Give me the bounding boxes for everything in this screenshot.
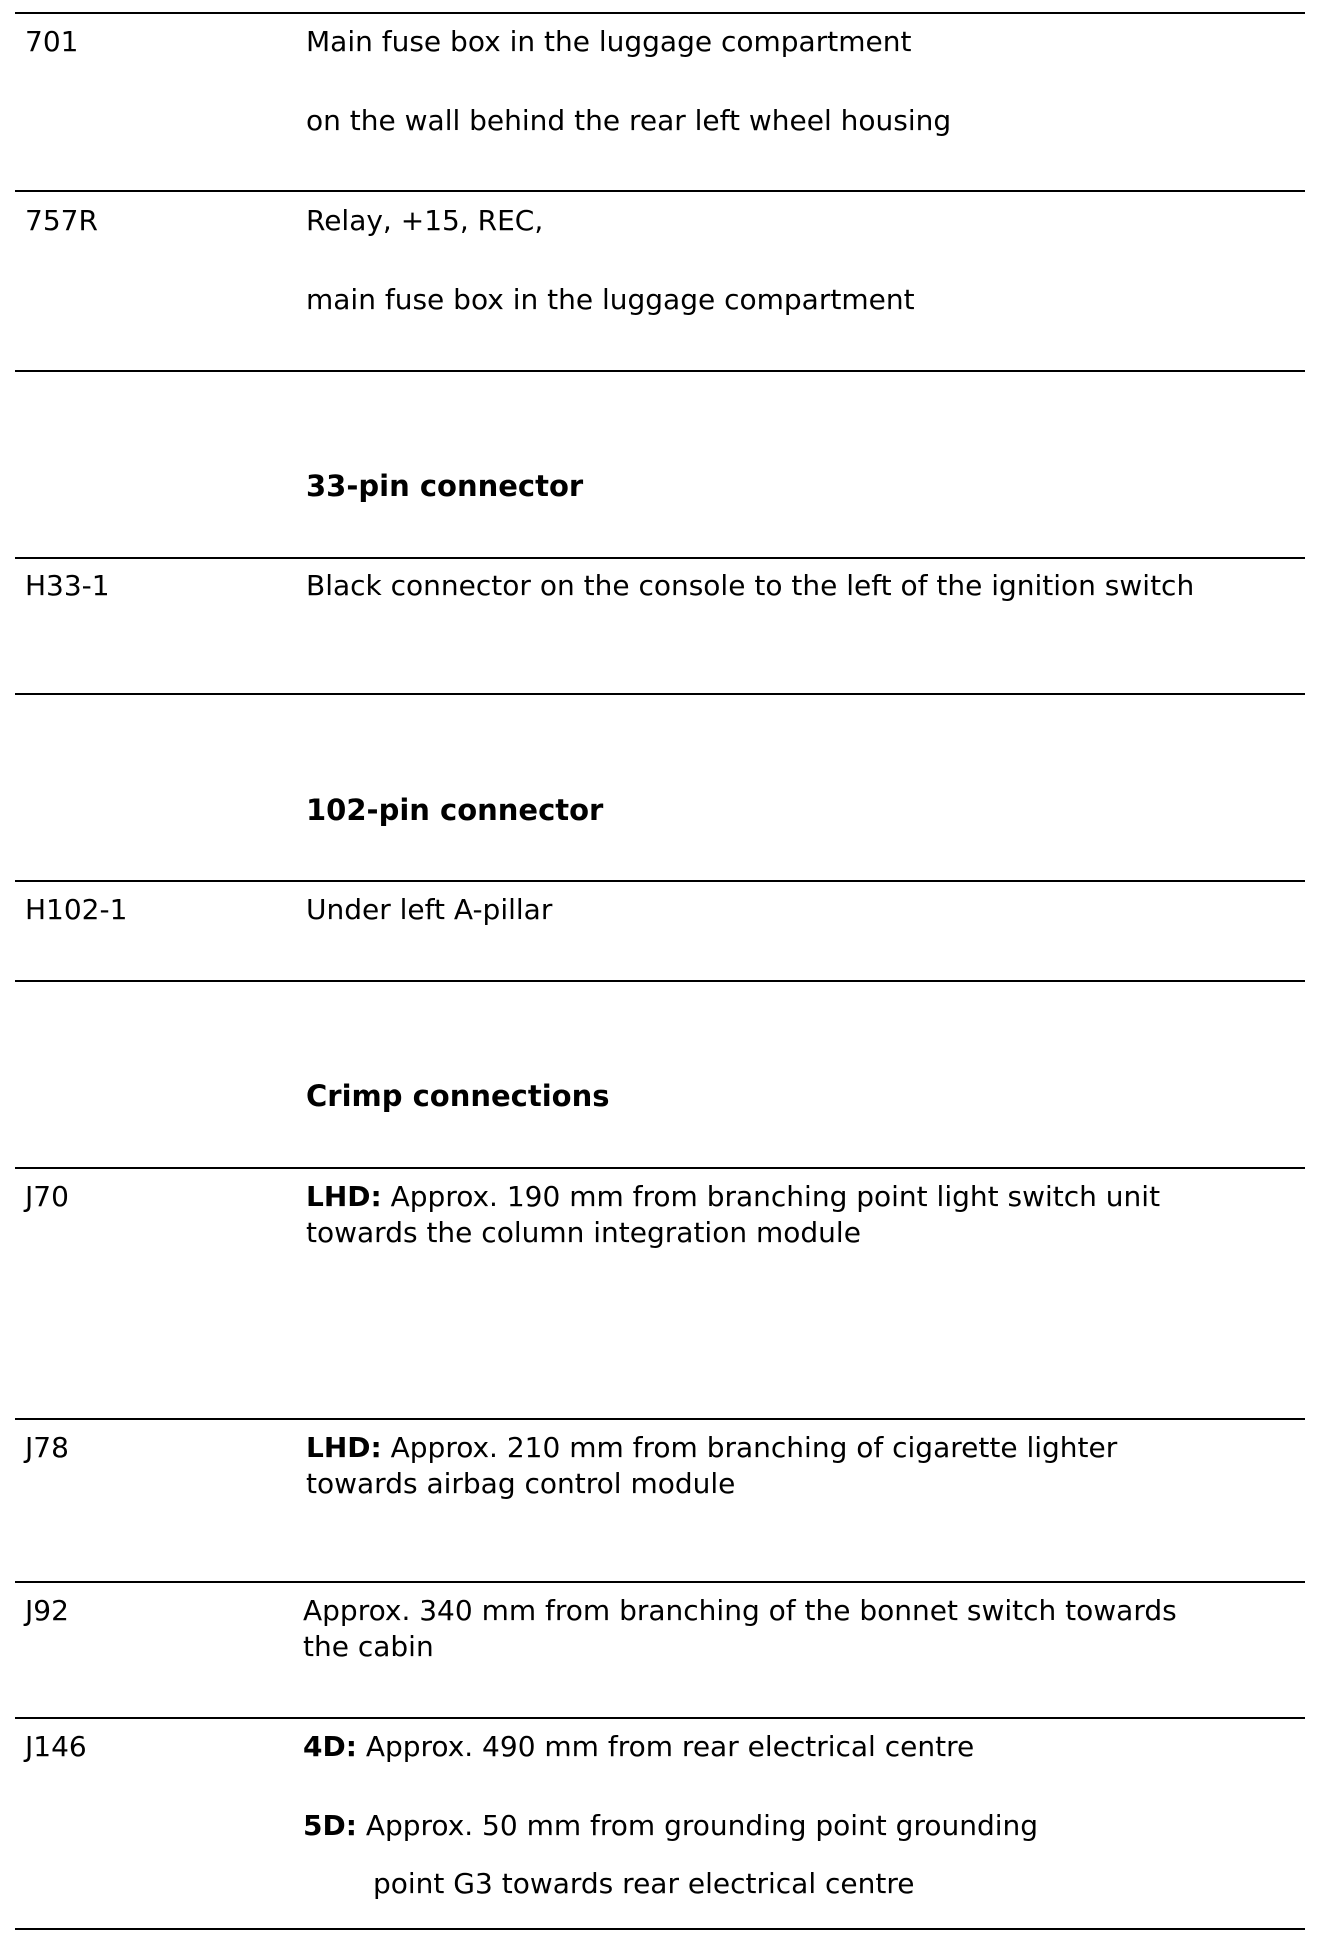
location-code: J92 — [25, 1594, 69, 1627]
location-code: 701 — [25, 25, 79, 58]
variant-tag: 5D: — [303, 1809, 357, 1842]
table-rule — [15, 1581, 1305, 1583]
location-description: Black connector on the console to the left of the ignition switch — [306, 569, 1195, 602]
description-text: Approx. 210 mm from branching of cigarette lighter towards airbag control module — [306, 1431, 1118, 1500]
location-code: H102-1 — [25, 893, 128, 926]
location-description — [306, 1179, 1226, 1251]
table-rule — [15, 370, 1305, 372]
variant-tag: LHD: — [306, 1180, 382, 1213]
table-rule — [15, 693, 1305, 695]
location-code: J78 — [25, 1431, 69, 1464]
location-description — [303, 1729, 1223, 1765]
table-rule — [15, 880, 1305, 882]
location-description: on the wall behind the rear left wheel housing — [306, 104, 952, 137]
table-rule — [15, 12, 1305, 14]
table-rule — [15, 190, 1305, 192]
location-description — [306, 1430, 1226, 1502]
table-rule — [15, 1928, 1305, 1930]
location-description: Main fuse box in the luggage compartment — [306, 25, 912, 58]
description-text: Approx. 50 mm from grounding point grounding — [356, 1809, 1039, 1842]
location-description: main fuse box in the luggage compartment — [306, 283, 915, 316]
table-rule — [15, 1717, 1305, 1719]
location-description — [303, 1808, 1223, 1844]
location-description: point G3 towards rear electrical centre — [373, 1867, 915, 1900]
section-heading: 102-pin connector — [306, 793, 604, 827]
location-code: 757R — [25, 204, 98, 237]
table-rule — [15, 1418, 1305, 1420]
location-code: J70 — [25, 1180, 69, 1213]
location-description: Under left A-pillar — [306, 893, 553, 926]
location-code: J146 — [25, 1730, 87, 1763]
description-text: Approx. 190 mm from branching point light switch unit towards the column integration module — [306, 1180, 1161, 1249]
location-code: H33-1 — [25, 569, 110, 602]
table-rule — [15, 980, 1305, 982]
section-heading: Crimp connections — [306, 1079, 610, 1113]
table-rule — [15, 1167, 1305, 1169]
variant-tag: LHD: — [306, 1431, 382, 1464]
location-description: Relay, +15, REC, — [306, 204, 544, 237]
location-description: Approx. 340 mm from branching of the bonnet switch towards the cabin — [303, 1594, 1177, 1663]
variant-tag: 4D: — [303, 1730, 357, 1763]
section-heading: 33-pin connector — [306, 469, 584, 503]
description-text: Approx. 490 mm from rear electrical centre — [356, 1730, 975, 1763]
table-rule — [15, 557, 1305, 559]
